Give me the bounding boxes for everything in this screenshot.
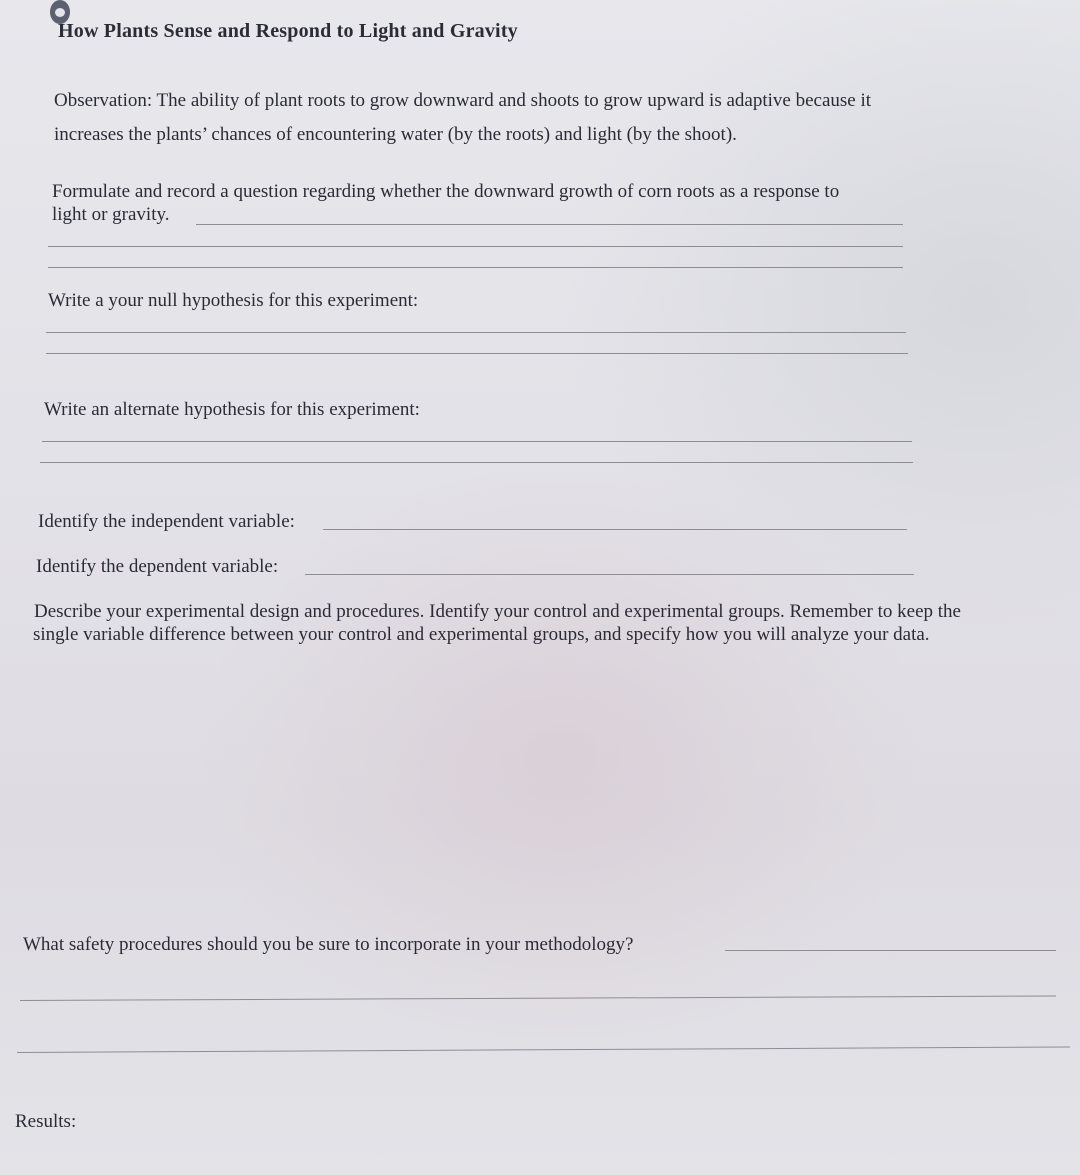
null-hypothesis-prompt: Write a your null hypothesis for this experiment: [48, 290, 419, 311]
question-answer-line-2[interactable] [48, 246, 903, 247]
design-prompt-line-2: single variable difference between your control and experimental groups, and specify how you will analyze your data. [33, 624, 930, 645]
safety-answer-line-2[interactable] [20, 995, 1056, 1001]
safety-answer-line-1[interactable] [725, 950, 1056, 951]
alternate-hypothesis-line-2[interactable] [40, 462, 913, 463]
safety-prompt: What safety procedures should you be sure to incorporate in your methodology? [23, 934, 634, 955]
results-label: Results: [15, 1111, 77, 1132]
question-prompt-line-2: light or gravity. [52, 204, 170, 225]
design-prompt-line-1: Describe your experimental design and procedures. Identify your control and experimental groups. Remember to keep the [34, 601, 961, 622]
design-answer-area[interactable] [30, 660, 1060, 910]
alternate-hypothesis-line-1[interactable] [42, 441, 912, 442]
null-hypothesis-line-2[interactable] [46, 353, 908, 354]
question-answer-line-3[interactable] [48, 267, 903, 268]
independent-variable-line[interactable] [323, 529, 907, 530]
question-prompt-line-1: Formulate and record a question regarding whether the downward growth of corn roots as a response to [52, 181, 840, 202]
null-hypothesis-line-1[interactable] [46, 332, 906, 333]
question-answer-line-1[interactable] [196, 224, 903, 225]
worksheet-title: How Plants Sense and Respond to Light and Gravity [58, 20, 518, 42]
safety-answer-line-3[interactable] [17, 1046, 1070, 1053]
observation-line-2: increases the plants’ chances of encountering water (by the roots) and light (by the shoot). [54, 124, 737, 145]
independent-variable-prompt: Identify the independent variable: [38, 511, 295, 532]
dependent-variable-prompt: Identify the dependent variable: [36, 556, 279, 577]
observation-line-1: Observation: The ability of plant roots to grow downward and shoots to grow upward is adaptive because it [54, 90, 872, 111]
alternate-hypothesis-prompt: Write an alternate hypothesis for this experiment: [44, 399, 420, 420]
dependent-variable-line[interactable] [305, 574, 914, 575]
